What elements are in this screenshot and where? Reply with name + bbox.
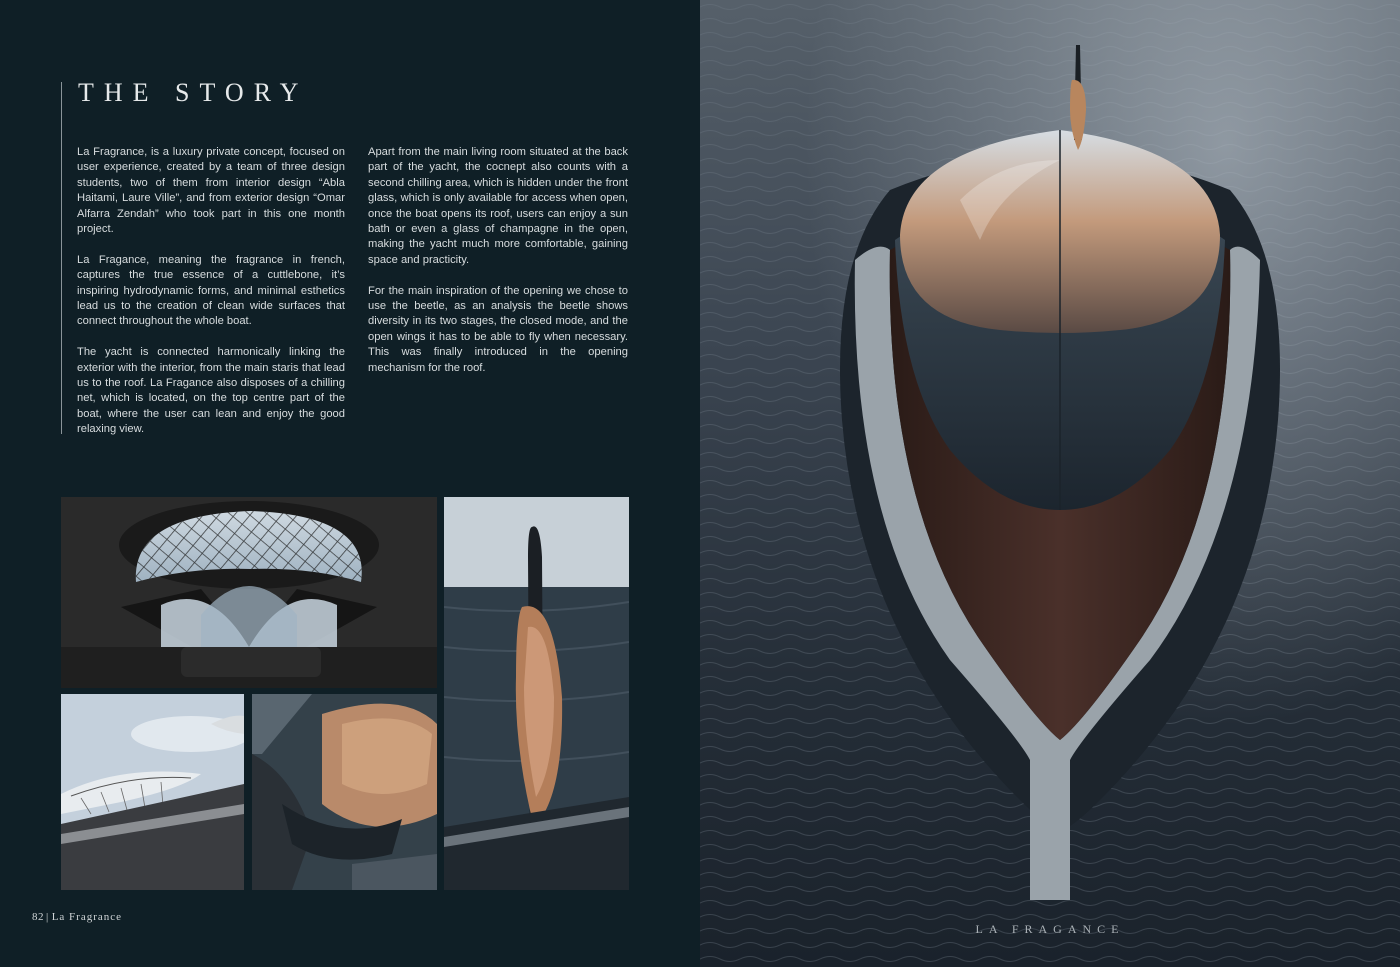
yacht-caption: LA FRAGANCE: [975, 922, 1125, 936]
paragraph: For the main inspiration of the opening we chose to use the beetle, as an analysis the beetle shows diversity in its two stages, the closed mode, and the open wings it has to be able to fly when necessary. This was finally introduced in the opening mechanism for the roof.: [368, 284, 628, 374]
yacht-hero-render: [700, 0, 1400, 967]
mast-render: [444, 497, 629, 890]
paragraph: La Fragance, meaning the fragrance in french, captures the true essence of a cuttlebone, it’s inspiring hydrodynamic forms, and minimal esthetics lead us to the creation of clean wide surfaces that connect throughout the whole boat.: [77, 253, 345, 328]
folio-separator: |: [46, 911, 49, 923]
paragraph: The yacht is connected harmonically linking the exterior with the interior, from the main staris that lead us to the roof. La Fragance also disposes of a chilling net, which is located, on the top centre part of the boat, where the user can lean and enjoy the good relaxing view.: [77, 346, 345, 436]
text-column-2: [368, 145, 628, 391]
deck-net-render: [61, 694, 244, 890]
publication-name: La Fragrance: [51, 911, 123, 923]
page-number: 82: [32, 911, 44, 923]
paragraph: Apart from the main living room situated at the back part of the yacht, the cocnept also counts with a second chilling area, which is hidden under the front glass, which is only available for access when open, once the boat opens its roof, users can enjoy a sun bath or even a glass of champagne in the open, making the yacht much more comfortable, gaining space and practicity.: [368, 146, 628, 266]
open-roof-render: [252, 694, 437, 890]
title-rule: [61, 82, 62, 434]
chilling-net-render: [61, 497, 437, 688]
right-page: [700, 0, 1400, 967]
text-column-1: [77, 145, 345, 453]
page-title: THE STORY: [78, 78, 309, 107]
folio: [32, 911, 122, 923]
paragraph: La Fragrance, is a luxury private concept, focused on user experience, created by a team of three design students, two of them from interior design “Abla Haitami, Laure Ville”, and from exterior design “Omar Alfarra Zendah” who took part in this one month project.: [77, 146, 345, 236]
